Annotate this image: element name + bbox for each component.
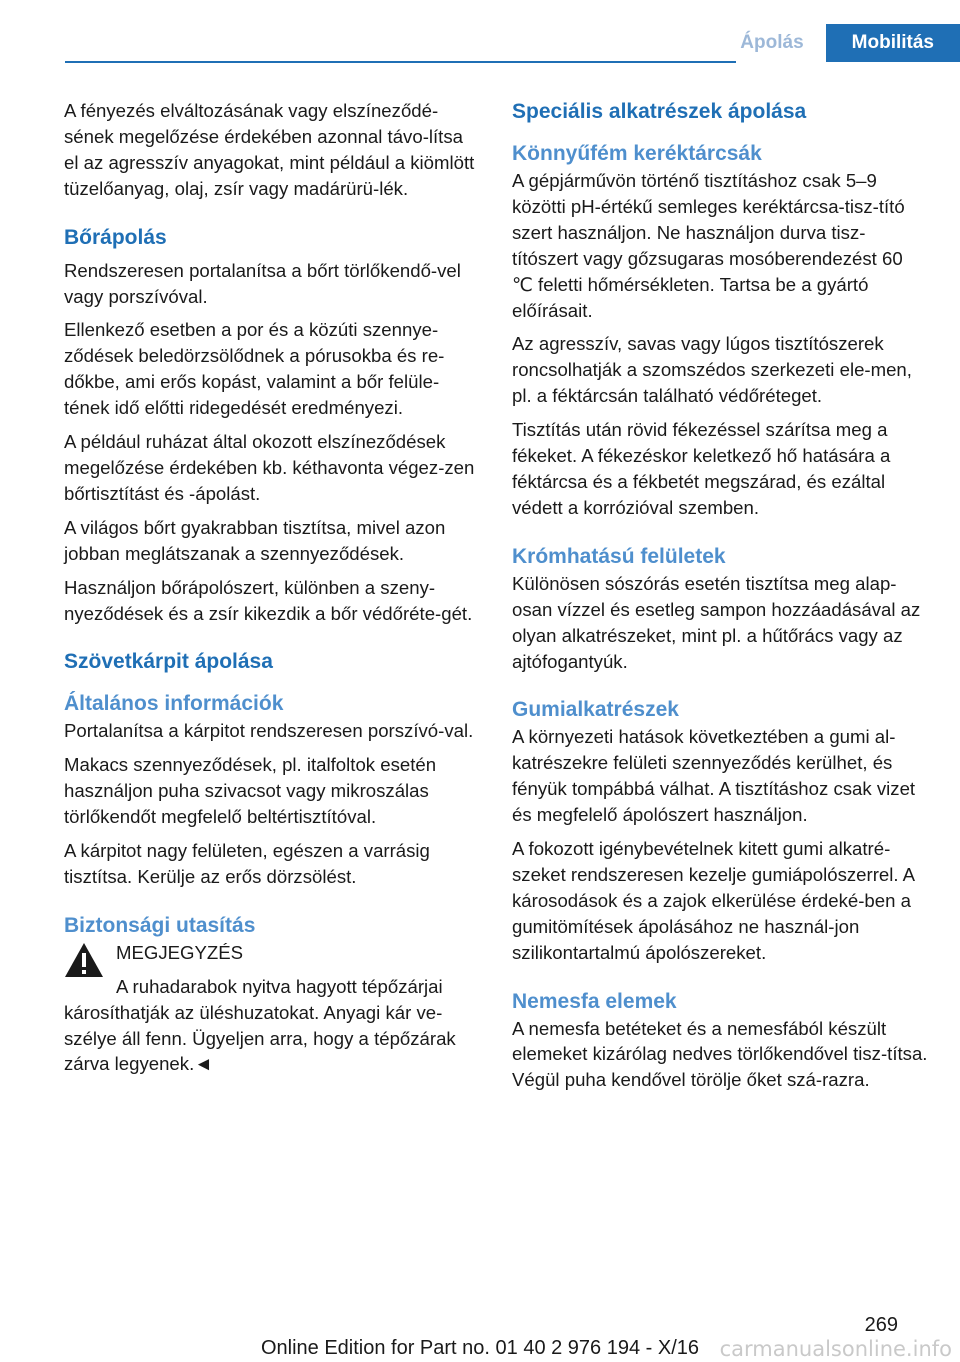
alloy-paragraph-2: Az agresszív, savas vagy lúgos tisztítószerek roncsolhatják a szomszédos szerkezeti ele-men, pl. a féktárcsán található védőréteget. (512, 333, 912, 407)
tab-apolas[interactable]: Ápolás (718, 24, 825, 62)
wood-paragraph: A nemesfa betéteket és a nemesfából készült elemeket kizárólag nedves törlőkendővel tisz-títsa. Végül puha kendővel törölje őket szá-razra. (512, 1017, 928, 1091)
footer-edition: Online Edition for Part no. 01 40 2 976 194 - X/16 (260, 1337, 700, 1359)
intro-paragraph: A fényezés elváltozásának vagy elszíneződé-sének megelőzése érdekében azonnal távo-lítsa el az agresszív anyagokat, mint például a kiömlött tüzelőanyag, olaj, zsír vagy madárürü-lék. (64, 100, 475, 199)
right-column (512, 98, 928, 1101)
leather-paragraph-2: Ellenkező esetben a por és a közúti szennye-ződések beledörzsölődnek a pórusokba és re-dőkbe, ami erős kopást, valamint a bőr felüle-tének idő előtti ridegedését eredményezi. (64, 319, 445, 419)
heading-leather-care: Bőrápolás (64, 225, 167, 249)
leather-paragraph-5: Használjon bőrápolószert, különben a szeny-nyeződések és a zsír kikezdik a bőr védőréte-gét. (64, 576, 473, 624)
heading-fine-wood: Nemesfa elemek (512, 989, 677, 1013)
warning-label: MEGJEGYZÉS (116, 941, 244, 963)
alloy-paragraph-3: Tisztítás után rövid fékezéssel szárítsa meg a fékeket. A fékezéskor keletkező hő hatására a féktárcsa és a fékbetét megszárad, és ezáltal védett a korrózióval szemben. (512, 419, 891, 518)
rubber-paragraph-2: A fokozott igénybevételnek kitett gumi alkatré-szeket rendszeresen kezelje gumiápolószerrel. A károsodások és a zajok elkerülése érdeké-ben a gumitömítések ápolásához ne használ-jon szilikontartalmú ápolószereket. (512, 838, 915, 963)
chrome-paragraph: Különösen sószórás esetén tisztítsa meg alap-osan vízzel és esetleg sampon hozzáadásával az olyan alkatrészeket, mint pl. a hűtőrács vagy az ajtófogantyúk. (512, 572, 921, 672)
warning-text-continued: károsíthatják az üléshuzatokat. Anyagi kár ve-szélye áll fenn. Ügyeljen arra, hogy a tépőzárak zárva legyenek.◄ (64, 1001, 456, 1075)
heading-general-info: Általános információk (64, 692, 284, 716)
heading-special-parts: Speciális alkatrészek ápolása (512, 100, 807, 123)
heading-rubber-parts: Gumialkatrészek (512, 698, 679, 722)
warning-block (64, 940, 480, 1078)
heading-chrome-surfaces: Krómhatású felületek (512, 544, 726, 568)
header-divider (65, 61, 736, 63)
heading-safety-notice: Biztonsági utasítás (64, 913, 256, 937)
general-paragraph-1: Portalanítsa a kárpitot rendszeresen porszívó-val. (64, 720, 474, 742)
rubber-paragraph-1: A környezeti hatások következtében a gumi al-katrészekre felületi szennyeződés kerülhet, és fényük tompábbá válhat. A tisztításhoz csak vizet és megfelelő ápolószert használjon. (512, 726, 916, 826)
warning-text-line1: A ruhadarabok nyitva hagyott tépőzárjai (116, 975, 443, 997)
leather-paragraph-1: Rendszeresen portalanítsa a bőrt törlőkendő-vel vagy porszívóval. (64, 259, 461, 307)
watermark: carmanualsonline.info (719, 1337, 952, 1361)
left-column (64, 98, 480, 1085)
heading-upholstery-care: Szövetkárpit ápolása (64, 650, 273, 674)
heading-alloy-wheels: Könnyűfém keréktárcsák (512, 142, 762, 165)
leather-paragraph-4: A világos bőrt gyakrabban tisztítsa, mivel azon jobban meglátszanak a szennyeződések. (64, 516, 446, 564)
alloy-paragraph-1: A gépjárművön történő tisztításhoz csak 5–9 közötti pH-értékű semleges keréktárcsa-tisz-tító szert használjon. Ne használjon durva tisz-títószert vagy gőzsugaras mosóberendezést 60 ℃ feletti hőmérsékleten. Tartsa be a gyártó előírásait. (512, 170, 905, 321)
general-paragraph-2: Makacs szennyeződések, pl. italfoltok esetén használjon puha szivacsot vagy mikroszálas törlőkendőt megfelelő beltértisztítóval. (64, 754, 437, 828)
leather-paragraph-3: A például ruházat által okozott elszíneződések megelőzése érdekében kb. kéthavonta végez-zen bőrtisztítást és -ápolást. (64, 431, 475, 504)
header-tabs (718, 24, 960, 62)
general-paragraph-3: A kárpitot nagy felületen, egészen a varrásig tisztítsa. Kerülje az erős dörzsölést. (64, 840, 430, 887)
warning-triangle-icon (64, 942, 104, 978)
page-number: 269 (864, 1314, 898, 1336)
tab-mobilitas[interactable]: Mobilitás (826, 24, 960, 62)
